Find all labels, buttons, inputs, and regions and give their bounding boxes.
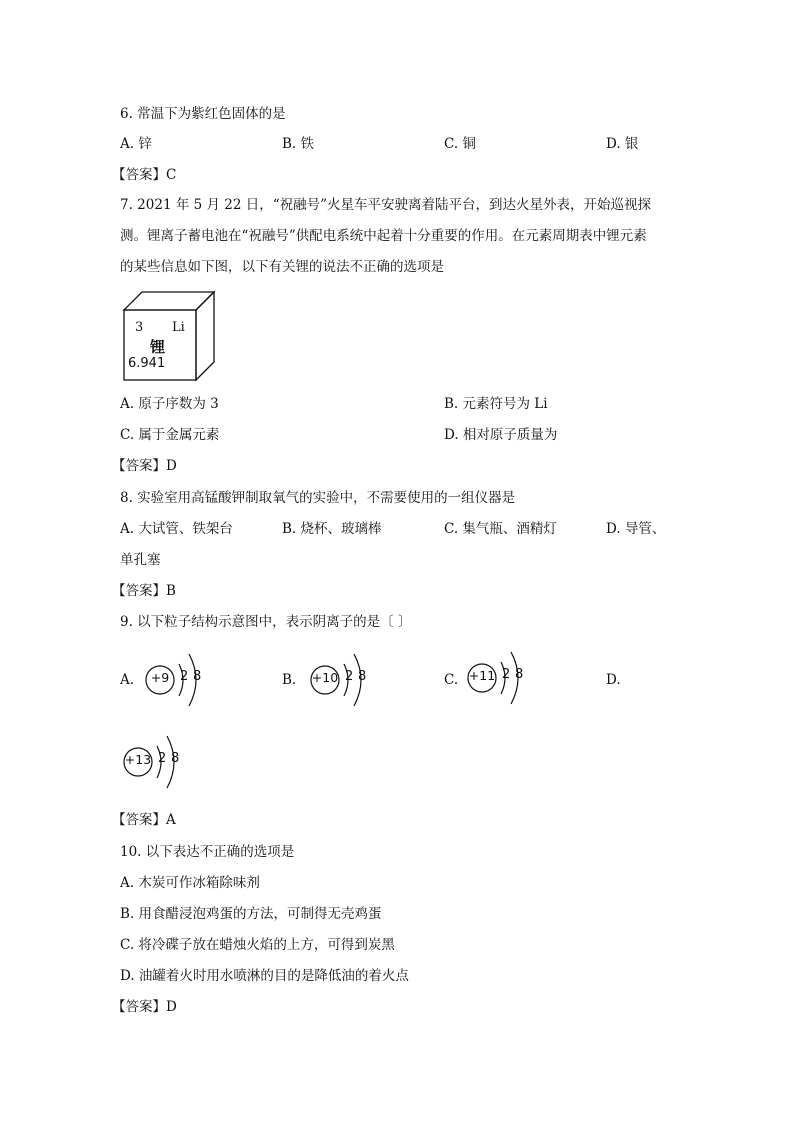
answer-label: 【答案】 bbox=[112, 583, 166, 599]
q9-option-a-label: A. bbox=[120, 672, 135, 688]
q10-option-d: D. 油罐着火时用水喷淋的目的是降低油的着火点 bbox=[120, 968, 409, 984]
q7-option-a: A. 原子序数为 3 bbox=[120, 396, 219, 412]
q7-option-d: D. 相对原子质量为 bbox=[444, 427, 558, 443]
atom-diagram-c bbox=[467, 648, 547, 708]
q7-option-c: C. 属于金属元素 bbox=[120, 427, 220, 443]
atom-b-shell-2: 8 bbox=[358, 669, 367, 684]
element-symbol: Li bbox=[172, 320, 185, 335]
q6-option-d: D. 银 bbox=[606, 136, 639, 152]
q8-stem: 8. 实验室用高锰酸钾制取氧气的实验中，不需要使用的一组仪器是 bbox=[120, 490, 516, 506]
q9-answer bbox=[112, 810, 176, 830]
atom-d-shell-2: 8 bbox=[171, 751, 180, 766]
answer-value: D bbox=[166, 458, 177, 474]
atom-b-nucleus: +10 bbox=[311, 670, 339, 685]
q10-option-c: C. 将冷碟子放在蜡烛火焰的上方，可得到炭黑 bbox=[120, 937, 395, 953]
answer-label: 【答案】 bbox=[112, 458, 166, 474]
q10-answer bbox=[112, 997, 177, 1017]
answer-value: C bbox=[166, 167, 177, 183]
q9-option-c-label: C. bbox=[444, 672, 459, 688]
element-cell-lithium bbox=[122, 290, 216, 382]
atom-a-nucleus: +9 bbox=[150, 670, 170, 685]
q6-answer bbox=[112, 165, 176, 185]
q6-stem: 6. 常温下为紫红色固体的是 bbox=[120, 106, 286, 122]
atom-diagram-b bbox=[310, 650, 390, 710]
q8-option-b: B. 烧杯、玻璃棒 bbox=[282, 521, 382, 537]
atom-diagram-d bbox=[123, 732, 203, 792]
q7-stem-line-1: 7. 2021 年 5 月 22 日，“祝融号”火星车平安驶离着陆平台，到达火星外表，开始巡视探 bbox=[120, 197, 652, 213]
answer-value: B bbox=[166, 583, 176, 599]
answer-value: A bbox=[166, 812, 176, 828]
q7-answer bbox=[112, 456, 177, 476]
atom-b-shell-1: 2 bbox=[345, 669, 354, 684]
q6-option-b: B. 铁 bbox=[282, 136, 315, 152]
answer-value: D bbox=[166, 999, 177, 1015]
q8-option-a: A. 大试管、铁架台 bbox=[120, 521, 233, 537]
q7-option-b: B. 元素符号为 Li bbox=[444, 396, 548, 412]
q8-answer bbox=[112, 581, 176, 601]
atom-diagram-a bbox=[145, 650, 225, 710]
q10-option-b: B. 用食醋浸泡鸡蛋的方法，可制得无壳鸡蛋 bbox=[120, 906, 382, 922]
element-name: 锂 bbox=[150, 338, 166, 356]
q6-option-c: C. 铜 bbox=[444, 136, 476, 152]
q10-stem: 10. 以下表达不正确的选项是 bbox=[120, 844, 295, 860]
atom-c-nucleus: +11 bbox=[468, 668, 496, 683]
q9-stem: 9. 以下粒子结构示意图中，表示阴离子的是〔 〕 bbox=[120, 614, 412, 630]
answer-label: 【答案】 bbox=[112, 167, 166, 183]
element-mass: 6.941 bbox=[128, 356, 166, 371]
q7-stem-line-3: 的某些信息如下图，以下有关锂的说法不正确的选项是 bbox=[120, 259, 444, 275]
atom-d-shell-1: 2 bbox=[158, 751, 167, 766]
q8-option-d: D. 导管、 bbox=[606, 521, 666, 537]
answer-label: 【答案】 bbox=[112, 999, 166, 1015]
answer-label: 【答案】 bbox=[112, 812, 166, 828]
atom-c-shell-2: 8 bbox=[515, 667, 524, 682]
q7-stem-line-2: 测。锂离子蓄电池在“祝融号”供配电系统中起着十分重要的作用。在元素周期表中锂元素 bbox=[120, 228, 647, 244]
q9-option-d-label: D. bbox=[606, 672, 621, 688]
q6-option-a: A. 锌 bbox=[120, 136, 152, 152]
element-atomic-number: 3 bbox=[135, 320, 144, 335]
atom-d-nucleus: +13 bbox=[124, 752, 152, 767]
q8-option-c: C. 集气瓶、酒精灯 bbox=[444, 521, 557, 537]
atom-c-shell-1: 2 bbox=[502, 667, 511, 682]
q8-option-d-continued: 单孔塞 bbox=[120, 552, 161, 568]
q10-option-a: A. 木炭可作冰箱除味剂 bbox=[120, 875, 260, 891]
atom-a-shell-2: 8 bbox=[193, 669, 202, 684]
q9-option-b-label: B. bbox=[282, 672, 297, 688]
atom-a-shell-1: 2 bbox=[180, 669, 189, 684]
